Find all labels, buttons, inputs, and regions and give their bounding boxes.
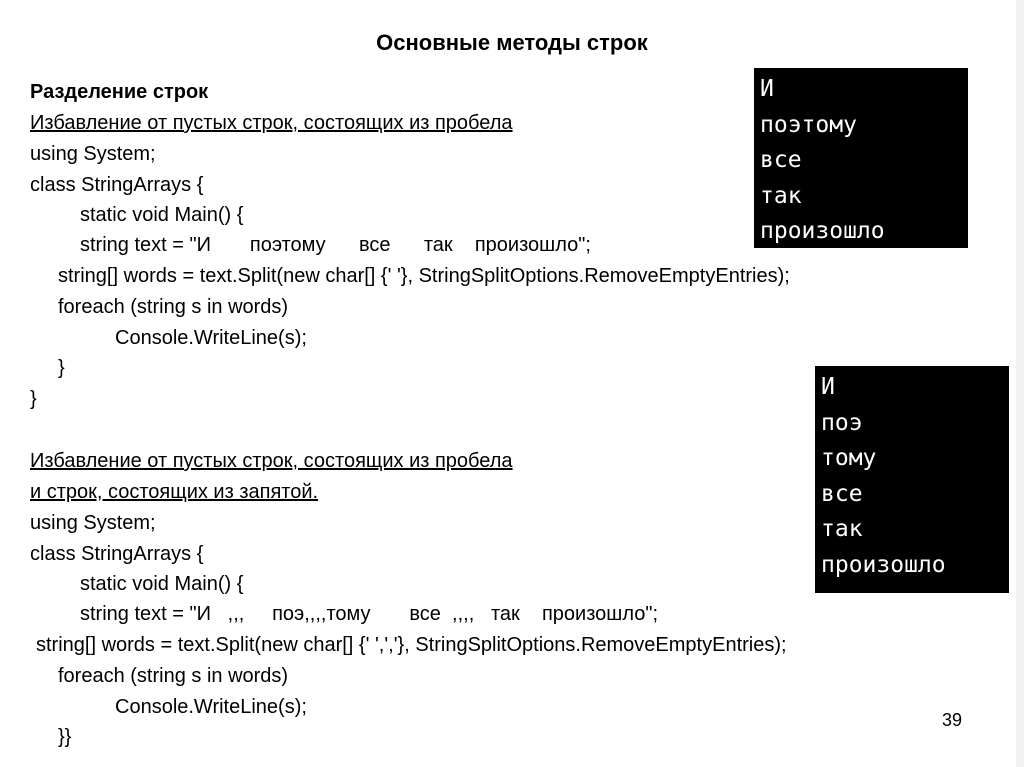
code-line: }	[58, 357, 65, 379]
section2-subheading-line1: Избавление от пустых строк, состоящих из пробела	[30, 450, 513, 472]
console-output-1	[754, 68, 968, 248]
console-line: тому	[821, 445, 877, 471]
code-line: string[] words = text.Split(new char[] {' '}, StringSplitOptions.RemoveEmptyEntries);	[58, 265, 790, 287]
code-line: foreach (string s in words)	[58, 665, 289, 687]
console-line: поэтому	[760, 111, 857, 138]
code-line: }	[30, 388, 37, 410]
console-line: И	[821, 374, 835, 400]
code-line: string[] words = text.Split(new char[] {' ',','}, StringSplitOptions.RemoveEmptyEntries);	[36, 634, 787, 656]
code-line: class StringArrays {	[30, 543, 204, 565]
section1-subheading: Избавление от пустых строк, состоящих из пробела	[30, 112, 513, 134]
code-line: using System;	[30, 512, 156, 534]
code-line: class StringArrays {	[30, 174, 204, 196]
console-line: так	[821, 516, 863, 542]
console-output-2	[815, 366, 1009, 593]
section1-heading: Разделение строк	[30, 81, 209, 103]
slide-title: Основные методы строк	[376, 30, 648, 55]
console-line: все	[821, 480, 863, 507]
console-line: произошло	[821, 551, 946, 578]
slide-edge	[1016, 0, 1024, 767]
code-line: foreach (string s in words)	[58, 296, 289, 318]
console-line: так	[760, 182, 802, 209]
code-line: }}	[58, 726, 72, 748]
console-line: произошло	[760, 218, 885, 244]
console-line: поэ	[821, 409, 863, 436]
code-line: Console.WriteLine(s);	[115, 696, 307, 718]
code-line: static void Main() {	[80, 204, 244, 226]
code-line: using System;	[30, 143, 156, 165]
console-line: И	[760, 76, 774, 102]
console-line: все	[760, 147, 802, 173]
code-line: Console.WriteLine(s);	[115, 327, 307, 349]
code-line: string text = "И ,,, поэ,,,,тому все ,,,, так произошло";	[80, 603, 659, 625]
code-line: static void Main() {	[80, 573, 244, 595]
code-line: string text = "И поэтому все так произошло";	[80, 234, 591, 256]
page-number: 39	[941, 710, 962, 730]
section2-subheading-line2: и строк, состоящих из запятой.	[30, 481, 319, 503]
